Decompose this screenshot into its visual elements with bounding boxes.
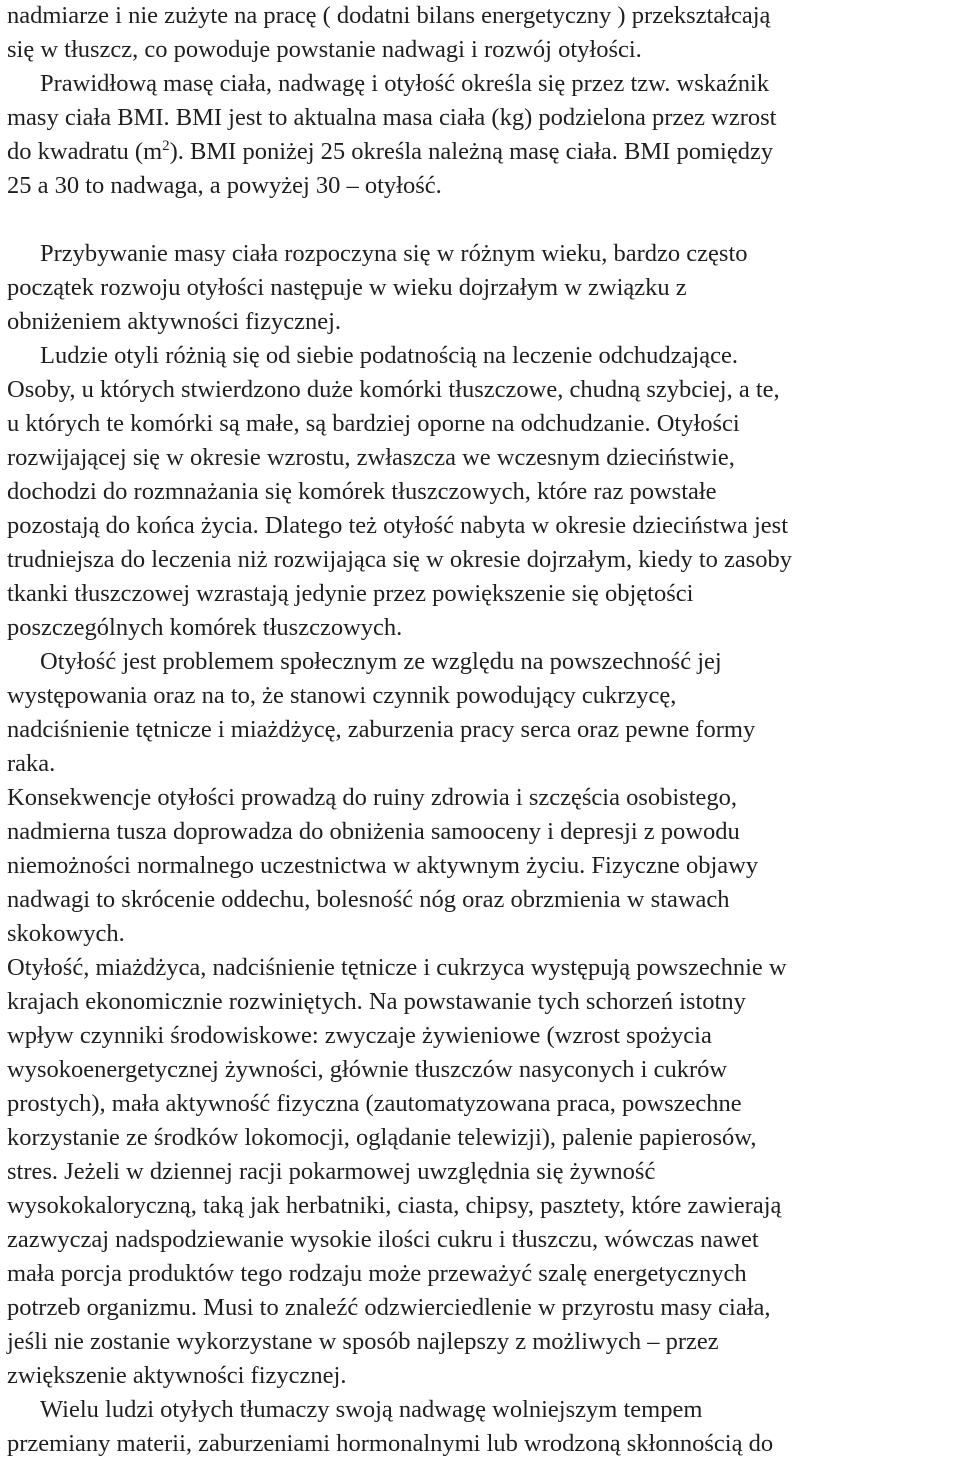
text-line: rozwijającej się w okresie wzrostu, zwłaszcza we wczesnym dzieciństwie, — [7, 444, 735, 471]
text-line: Osoby, u których stwierdzono duże komórki tłuszczowe, chudną szybciej, a te, — [7, 376, 780, 403]
text-line: jeśli nie zostanie wykorzystane w sposób najlepszy z możliwych – przez — [7, 1328, 719, 1355]
text-line: nadwagi to skrócenie oddechu, bolesność nóg oraz obrzmienia w stawach — [7, 886, 730, 913]
text-line: skokowych. — [7, 920, 125, 947]
text-line: nadciśnienie tętnicze i miażdżycę, zaburzenia pracy serca oraz pewne formy — [7, 716, 756, 743]
text-line: mała porcja produktów tego rodzaju może przeważyć szalę energetycznych — [7, 1260, 747, 1287]
text-line: Otyłość jest problemem społecznym ze względu na powszechność jej — [40, 648, 722, 675]
text-line: pozostają do końca życia. Dlatego też otyłość nabyta w okresie dzieciństwa jest — [7, 512, 788, 539]
text-line: poszczególnych komórek tłuszczowych. — [7, 614, 403, 641]
text-line: wysokoenergetycznej żywności, głównie tłuszczów nasyconych i cukrów — [7, 1056, 728, 1083]
text-line: Przybywanie masy ciała rozpoczyna się w różnym wieku, bardzo często — [40, 240, 748, 267]
text-line: trudniejsza do leczenia niż rozwijająca się w okresie dojrzałym, kiedy to zasoby — [7, 546, 793, 573]
text-segment: ). BMI poniżej 25 określa należną masę ciała. BMI pomiędzy — [169, 138, 774, 165]
text-segment: do kwadratu (m — [7, 138, 163, 165]
text-line: Konsekwencje otyłości prowadzą do ruiny zdrowia i szczęścia osobistego, — [7, 784, 738, 811]
text-line: początek rozwoju otyłości następuje w wieku dojrzałym w związku z — [7, 274, 687, 301]
text-line: zwiększenie aktywności fizycznej. — [7, 1362, 347, 1389]
text-line: tkanki tłuszczowej wzrastają jedynie przez powiększenie się objętości — [7, 580, 694, 607]
text-line: przemiany materii, zaburzeniami hormonalnymi lub wrodzoną skłonnością do — [7, 1430, 774, 1457]
text-line: wysokokaloryczną, taką jak herbatniki, ciasta, chipsy, pasztety, które zawierają — [7, 1192, 782, 1219]
text-line: raka. — [7, 750, 56, 777]
text-line: obniżeniem aktywności fizycznej. — [7, 308, 342, 335]
text-line: wpływ czynniki środowiskowe: zwyczaje żywieniowe (wzrost spożycia — [7, 1022, 712, 1049]
text-line: Ludzie otyli różnią się od siebie podatnością na leczenie odchudzające. — [40, 342, 738, 369]
text-line: korzystanie ze środków lokomocji, oglądanie telewizji), palenie papierosów, — [7, 1124, 757, 1151]
text-line: krajach ekonomicznie rozwiniętych. Na powstawanie tych schorzeń istotny — [7, 988, 746, 1015]
text-line: 25 a 30 to nadwaga, a powyżej 30 – otyłość. — [7, 172, 442, 199]
text-line: niemożności normalnego uczestnictwa w aktywnym życiu. Fizyczne objawy — [7, 852, 759, 879]
text-line: potrzeb organizmu. Musi to znaleźć odzwierciedlenie w przyrostu masy ciała, — [7, 1294, 771, 1321]
text-line: zazwyczaj nadspodziewanie wysokie ilości cukru i tłuszczu, wówczas nawet — [7, 1226, 759, 1253]
text-line: dochodzi do rozmnażania się komórek tłuszczowych, które raz powstałe — [7, 478, 717, 505]
text-line: występowania oraz na to, że stanowi czynnik powodujący cukrzycę, — [7, 682, 677, 709]
text-line: stres. Jeżeli w dziennej racji pokarmowej uwzględnia się żywność — [7, 1158, 656, 1185]
superscript: 2 — [162, 138, 170, 154]
text-line: prostych), mała aktywność fizyczna (zautomatyzowana praca, powszechne — [7, 1090, 742, 1117]
text-line: nadmiarze i nie zużyte na pracę ( dodatni bilans energetyczny ) przekształcają — [7, 2, 771, 29]
text-line-bmi — [7, 140, 773, 165]
text-line: nadmierna tusza doprowadza do obniżenia samooceny i depresji z powodu — [7, 818, 740, 845]
text-line: Prawidłową masę ciała, nadwagę i otyłość określa się przez tzw. wskaźnik — [40, 70, 770, 97]
text-line: masy ciała BMI. BMI jest to aktualna masa ciała (kg) podzielona przez wzrost — [7, 104, 777, 131]
text-line: Otyłość, miażdżyca, nadciśnienie tętnicze i cukrzyca występują powszechnie w — [7, 954, 787, 981]
text-line: Wielu ludzi otyłych tłumaczy swoją nadwagę wolniejszym tempem — [40, 1396, 703, 1423]
text-line: się w tłuszcz, co powoduje powstanie nadwagi i rozwój otyłości. — [7, 36, 642, 63]
text-line: u których te komórki są małe, są bardziej oporne na odchudzanie. Otyłości — [7, 410, 740, 437]
